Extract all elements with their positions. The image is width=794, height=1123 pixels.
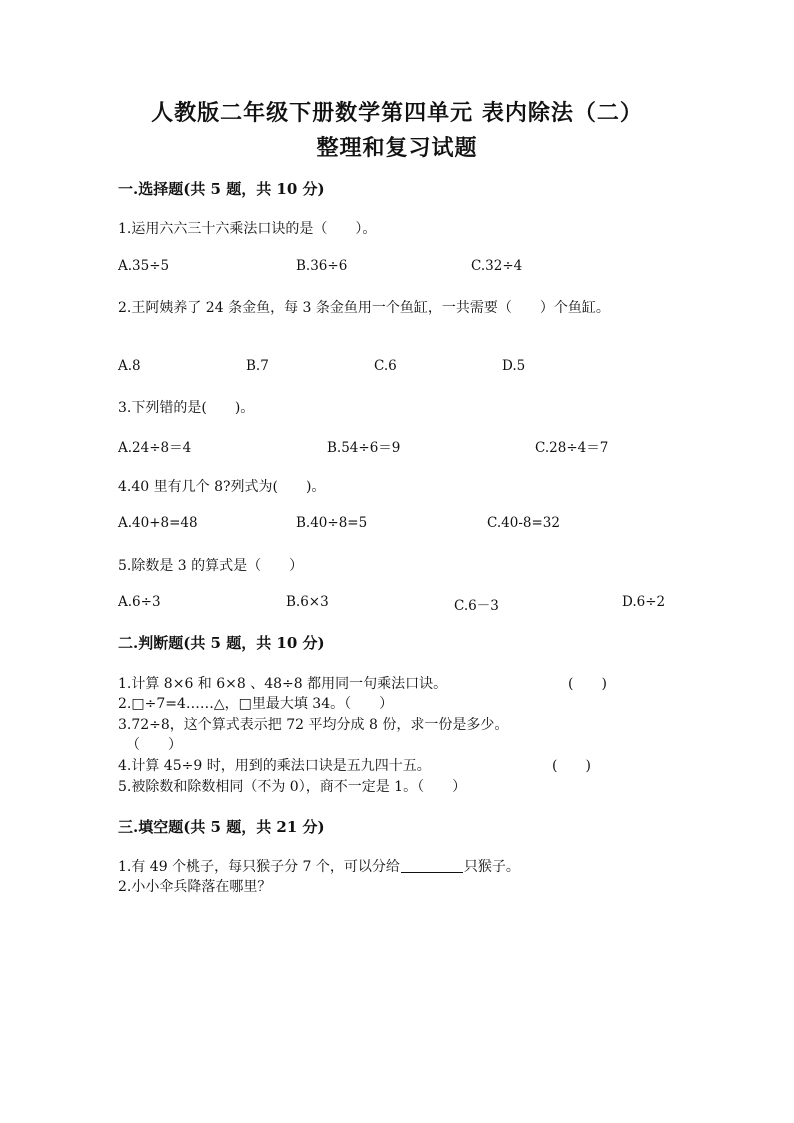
section-heading-judge: 二.判断题(共 5 题，共 10 分) — [118, 634, 325, 652]
fill-question-text-end: 只猴子。 — [463, 859, 520, 875]
page-subtitle: 整理和复习试题 — [316, 135, 478, 161]
page-title: 人教版二年级下册数学第四单元 表内除法（二） — [151, 100, 643, 126]
answer-blank[interactable] — [401, 858, 463, 873]
fill-question-text: 1.有 49 个桃子，每只猴子分 7 个，可以分给 — [118, 859, 400, 875]
question-text: 4.40 里有几个 8?列式为( )。 — [118, 479, 326, 495]
option[interactable]: B.6×3 — [286, 594, 329, 610]
question-text: 3.下列错的是( )。 — [118, 400, 255, 416]
option[interactable]: A.35÷5 — [118, 258, 170, 274]
option[interactable]: A.24÷8＝4 — [118, 440, 192, 456]
section-heading-choice: 一.选择题(共 5 题，共 10 分) — [118, 180, 325, 198]
question-text: 2.王阿姨养了 24 条金鱼，每 3 条金鱼用一个鱼缸，一共需要（ ）个鱼缸。 — [118, 300, 610, 316]
question-text: 1.运用六六三十六乘法口诀的是（ ）。 — [118, 221, 377, 237]
question-text: 5.除数是 3 的算式是（ ） — [118, 558, 304, 574]
section-heading-fill: 三.填空题(共 5 题，共 21 分) — [118, 818, 325, 836]
option[interactable]: C.6 — [374, 358, 397, 374]
option[interactable]: B.54÷6＝9 — [327, 440, 401, 456]
option[interactable]: C.40-8=32 — [487, 515, 560, 531]
option[interactable]: B.40÷8=5 — [296, 515, 368, 531]
option[interactable]: A.6÷3 — [118, 594, 161, 610]
judge-item: 1.计算 8×6 和 6×8 、48÷8 都用同一句乘法口诀。 — [118, 676, 448, 692]
option[interactable]: C.28÷4＝7 — [535, 440, 609, 456]
judge-item: 3.72÷8，这个算式表示把 72 平均分成 8 份，求一份是多少。 — [118, 717, 509, 733]
option[interactable]: D.5 — [502, 358, 526, 374]
fill-question — [118, 856, 520, 876]
fill-question: 2.小小伞兵降落在哪里？ — [118, 879, 272, 895]
answer-paren[interactable]: （ ） — [126, 737, 182, 753]
judge-item: 4.计算 45÷9 时，用到的乘法口诀是五九四十五。 — [118, 758, 431, 774]
option[interactable]: C.32÷4 — [471, 258, 523, 274]
option[interactable]: A.8 — [118, 358, 141, 374]
option[interactable]: D.6÷2 — [622, 594, 666, 610]
option[interactable]: B.36÷6 — [296, 258, 348, 274]
answer-paren[interactable]: ( ) — [552, 758, 591, 774]
judge-item: 2.□÷7=4……△，□里最大填 34。（ ） — [118, 696, 394, 712]
option[interactable]: B.7 — [246, 358, 269, 374]
answer-paren[interactable]: ( ) — [568, 676, 607, 692]
option[interactable]: A.40+8=48 — [118, 515, 198, 531]
option[interactable]: C.6－3 — [454, 598, 499, 614]
judge-item: 5.被除数和除数相同（不为 0），商不一定是 1。（ ） — [118, 779, 467, 795]
